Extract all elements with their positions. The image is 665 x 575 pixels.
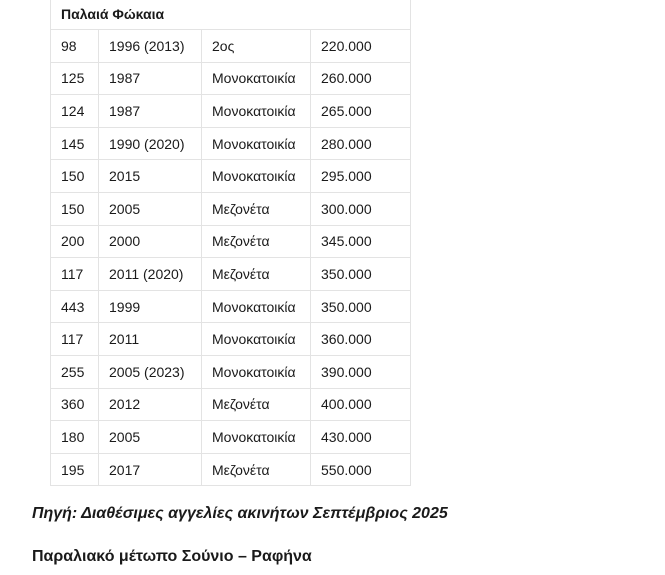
type-cell: Μονοκατοικία (202, 323, 311, 356)
table-row (51, 453, 411, 486)
price-cell: 260.000 (311, 62, 411, 95)
type-cell: Μονοκατοικία (202, 290, 311, 323)
price-cell: 350.000 (311, 290, 411, 323)
type-cell: Μονοκατοικία (202, 62, 311, 95)
year-cell: 2000 (99, 225, 202, 258)
table-row (51, 62, 411, 95)
year-cell: 1990 (2020) (99, 127, 202, 160)
type-cell: Μονοκατοικία (202, 127, 311, 160)
type-cell: Μεζονέτα (202, 192, 311, 225)
type-cell: 2ος (202, 30, 311, 63)
price-cell: 430.000 (311, 421, 411, 454)
year-cell: 2011 (2020) (99, 258, 202, 291)
year-cell: 2017 (99, 453, 202, 486)
table-body (51, 30, 411, 486)
year-cell: 1987 (99, 62, 202, 95)
area-cell: 150 (51, 160, 99, 193)
area-cell: 125 (51, 62, 99, 95)
table-row (51, 225, 411, 258)
price-cell: 400.000 (311, 388, 411, 421)
type-cell: Μεζονέτα (202, 453, 311, 486)
table-header-row (51, 0, 411, 30)
year-cell: 1987 (99, 95, 202, 128)
listings-table (50, 0, 411, 486)
area-cell: 98 (51, 30, 99, 63)
table-row (51, 192, 411, 225)
table-row (51, 95, 411, 128)
area-cell: 200 (51, 225, 99, 258)
type-cell: Μεζονέτα (202, 225, 311, 258)
price-cell: 360.000 (311, 323, 411, 356)
area-cell: 195 (51, 453, 99, 486)
area-cell: 443 (51, 290, 99, 323)
table-area-header: Παλαιά Φώκαια (51, 0, 411, 30)
year-cell: 2011 (99, 323, 202, 356)
year-cell: 1999 (99, 290, 202, 323)
type-cell: Μεζονέτα (202, 388, 311, 421)
type-cell: Μονοκατοικία (202, 355, 311, 388)
year-cell: 2005 (99, 192, 202, 225)
table-row (51, 421, 411, 454)
price-cell: 280.000 (311, 127, 411, 160)
price-cell: 550.000 (311, 453, 411, 486)
area-cell: 360 (51, 388, 99, 421)
year-cell: 1996 (2013) (99, 30, 202, 63)
table-row (51, 30, 411, 63)
price-cell: 265.000 (311, 95, 411, 128)
table-row (51, 388, 411, 421)
table-row (51, 290, 411, 323)
table-row (51, 355, 411, 388)
type-cell: Μεζονέτα (202, 258, 311, 291)
year-cell: 2005 (99, 421, 202, 454)
table-row (51, 127, 411, 160)
area-cell: 145 (51, 127, 99, 160)
type-cell: Μονοκατοικία (202, 160, 311, 193)
area-cell: 180 (51, 421, 99, 454)
year-cell: 2005 (2023) (99, 355, 202, 388)
section-heading: Παραλιακό μέτωπο Σούνιο – Ραφήνα (32, 548, 312, 565)
type-cell: Μονοκατοικία (202, 95, 311, 128)
table-row (51, 258, 411, 291)
table-row (51, 323, 411, 356)
year-cell: 2012 (99, 388, 202, 421)
price-cell: 295.000 (311, 160, 411, 193)
area-cell: 255 (51, 355, 99, 388)
area-cell: 150 (51, 192, 99, 225)
price-cell: 345.000 (311, 225, 411, 258)
price-cell: 350.000 (311, 258, 411, 291)
price-cell: 390.000 (311, 355, 411, 388)
price-cell: 300.000 (311, 192, 411, 225)
area-cell: 117 (51, 258, 99, 291)
source-note: Πηγή: Διαθέσιμες αγγελίες ακινήτων Σεπτέμβριος 2025 (32, 505, 448, 522)
price-cell: 220.000 (311, 30, 411, 63)
area-cell: 124 (51, 95, 99, 128)
year-cell: 2015 (99, 160, 202, 193)
area-cell: 117 (51, 323, 99, 356)
table-row (51, 160, 411, 193)
type-cell: Μονοκατοικία (202, 421, 311, 454)
